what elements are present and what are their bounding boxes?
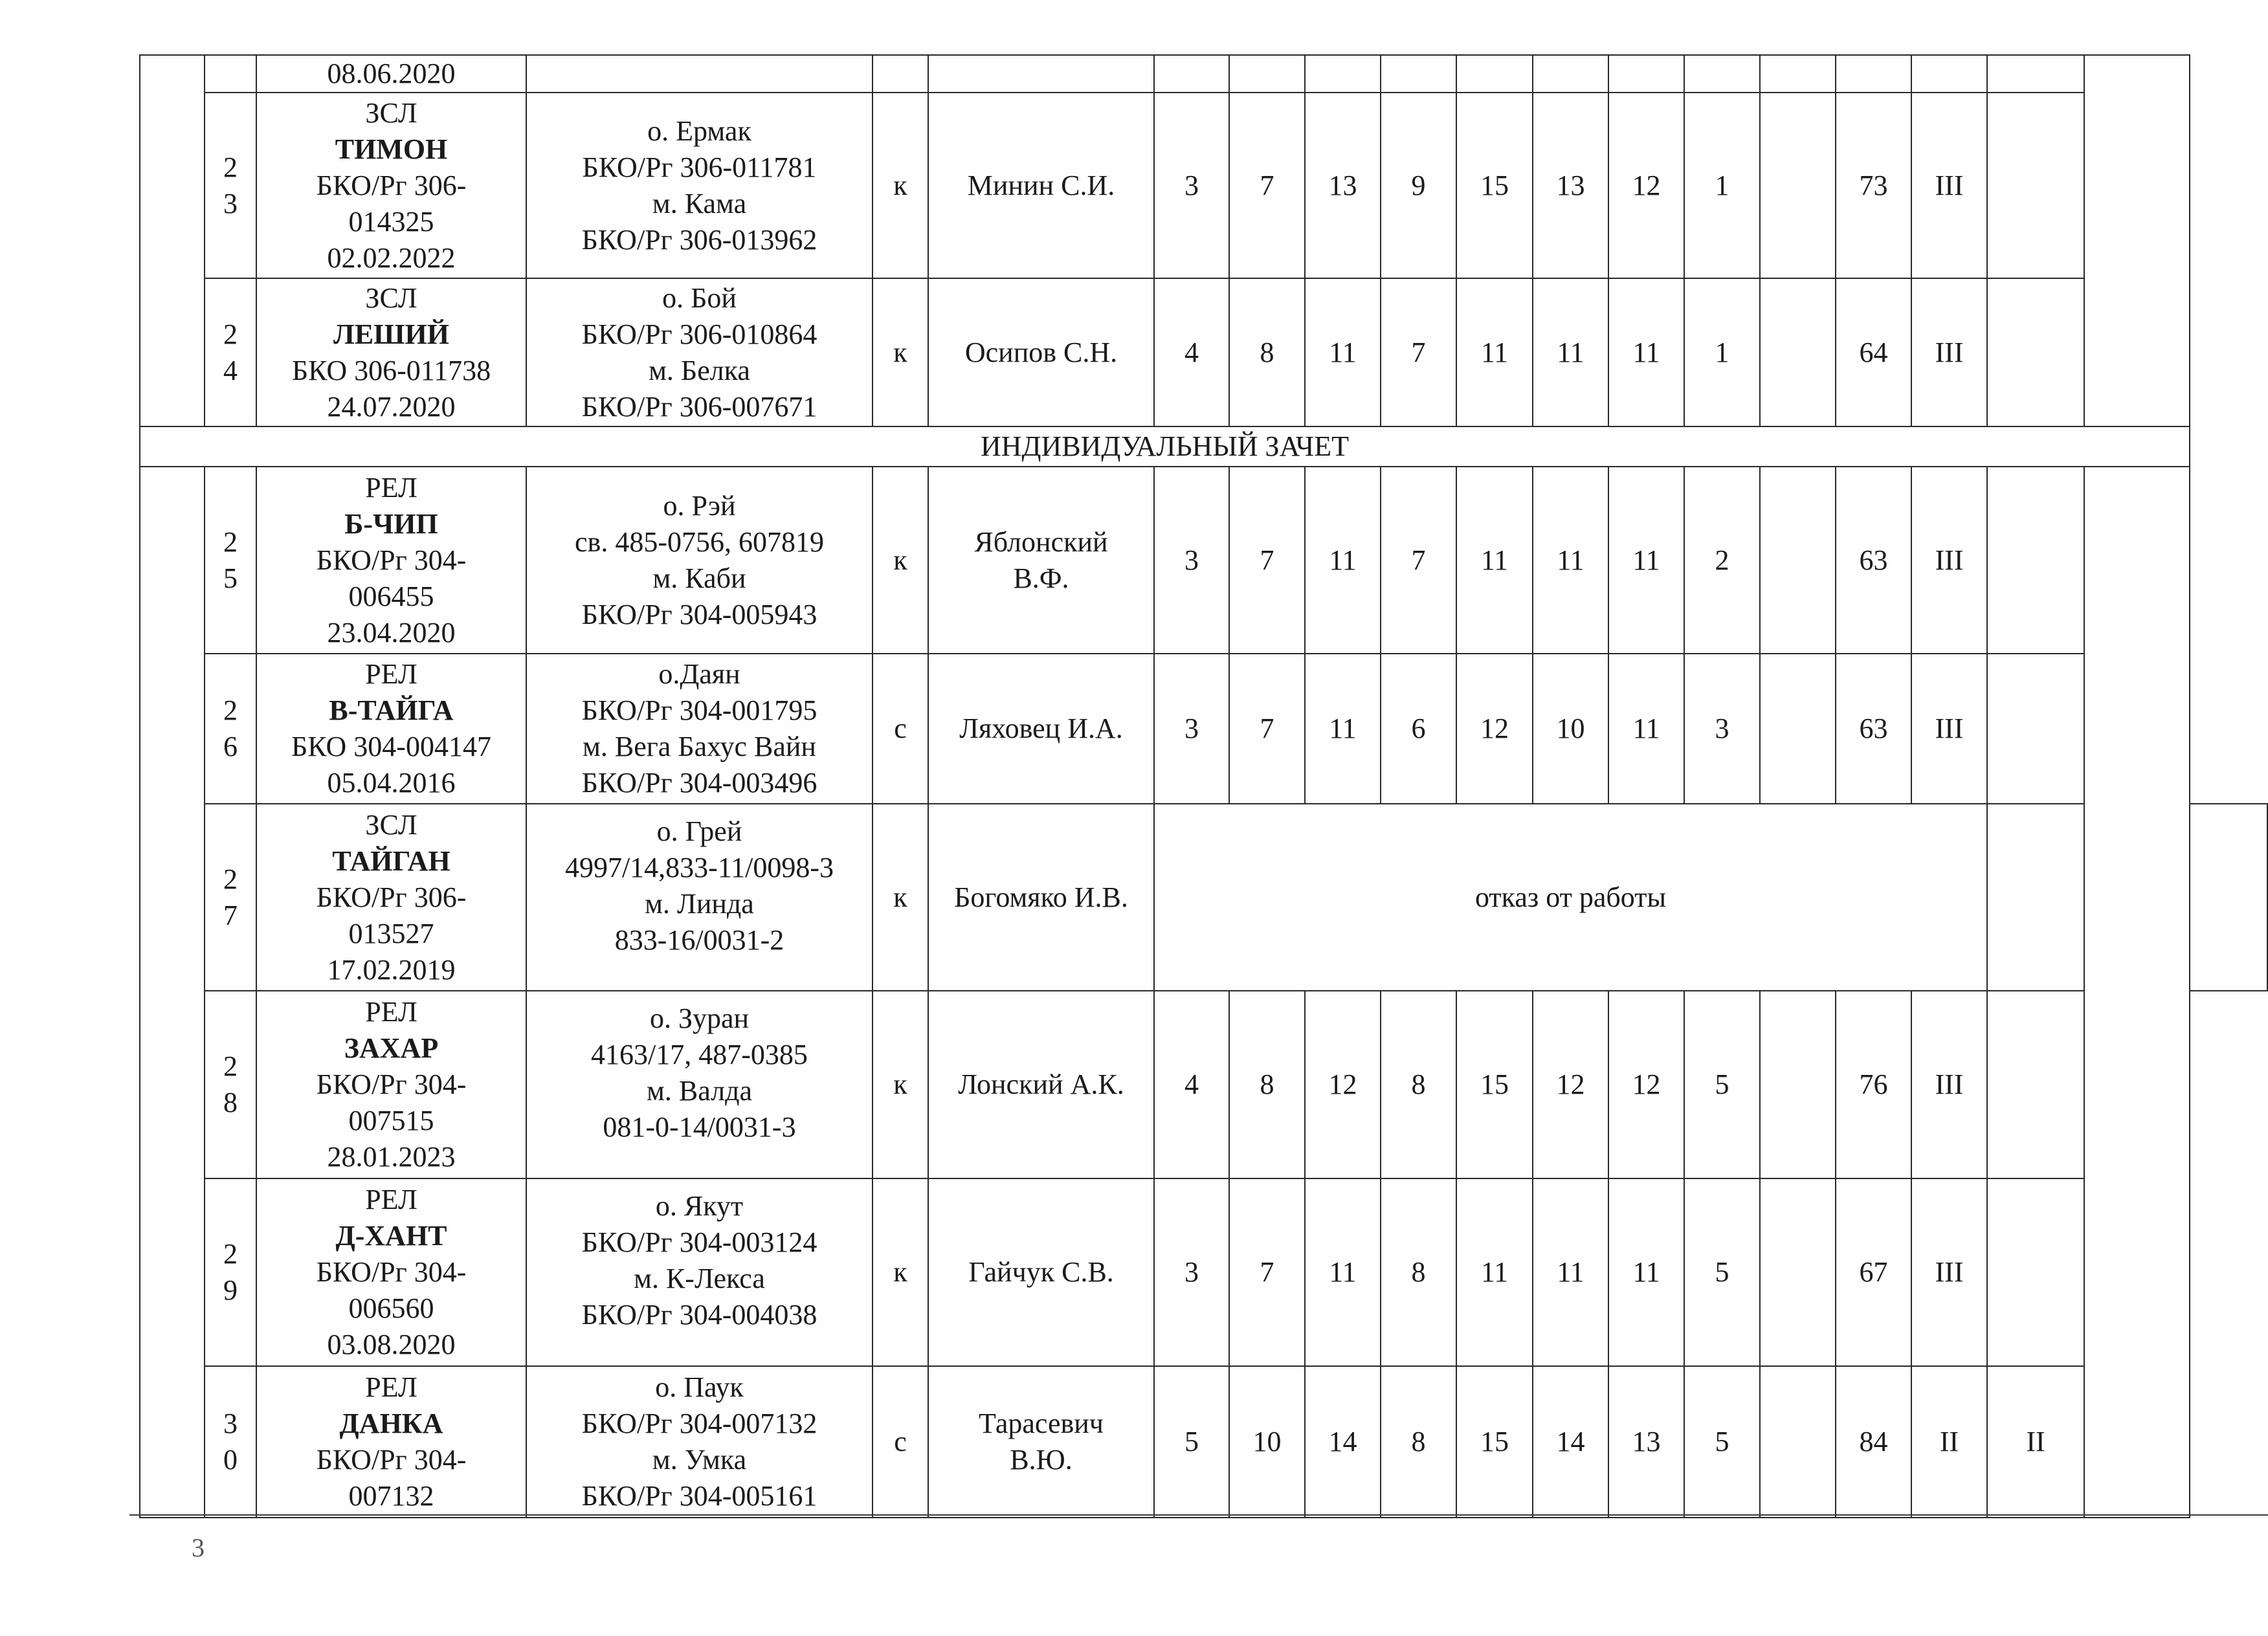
table-row (140, 467, 2267, 654)
class-cell: к (873, 467, 928, 654)
table-row (140, 278, 2267, 426)
score-cell (1760, 278, 1836, 426)
parent-line: м. Вега Бахус Вайн (583, 731, 816, 762)
owner-cell (928, 467, 1154, 654)
table-row-continuation (140, 55, 2267, 93)
class-cell: с (873, 654, 928, 804)
owner-line: Яблонский (974, 525, 1108, 558)
total-cell: 63 (1836, 654, 1911, 804)
results-table (139, 54, 2268, 1518)
score-cell: 5 (1684, 1178, 1760, 1366)
total-cell: 63 (1836, 467, 1911, 654)
parent-line: 4163/17, 487-0385 (591, 1039, 808, 1070)
trailing-cell (2084, 467, 2190, 1518)
parent-line: о. Ермак (647, 115, 751, 147)
number-cell (205, 1178, 256, 1366)
total-cell: 73 (1836, 93, 1911, 278)
parents-cell (526, 467, 873, 654)
score-cell: 7 (1229, 93, 1305, 278)
dog-cell (256, 804, 526, 991)
owner-cell: Осипов С.Н. (928, 278, 1154, 426)
extra-cell (2190, 804, 2267, 991)
table-row (140, 991, 2267, 1178)
number-cell (205, 467, 256, 654)
number-cell (205, 55, 256, 93)
score-cell: 11 (1456, 467, 1533, 654)
dog-name: ЗАХАР (344, 1032, 439, 1064)
diploma-cell (1987, 804, 2084, 991)
diploma-cell: III (1911, 278, 1987, 426)
owner-cell (928, 55, 1154, 93)
number-digit: 3 (223, 187, 238, 219)
table-bottom-rule (129, 1514, 2268, 1516)
score-cell (1608, 55, 1684, 93)
score-cell: 7 (1381, 278, 1456, 426)
parents-cell (526, 654, 873, 804)
score-cell (1760, 93, 1836, 278)
class-cell: к (873, 93, 928, 278)
number-digit: 2 (223, 863, 238, 895)
dog-dob: 17.02.2019 (327, 953, 456, 986)
dog-reg-cont: 013527 (348, 917, 434, 949)
score-cell: 6 (1381, 654, 1456, 804)
number-digit: 3 (223, 1408, 238, 1439)
dog-dob: 08.06.2020 (327, 58, 456, 89)
number-digit: 2 (223, 525, 238, 558)
total-cell: 84 (1836, 1366, 1911, 1518)
score-cell (1760, 1178, 1836, 1366)
dog-name: ТИМОН (335, 133, 448, 165)
parent-line: о. Бой (662, 282, 737, 314)
class-cell: к (873, 1178, 928, 1366)
score-cell: 3 (1154, 654, 1229, 804)
score-cell: 14 (1533, 1366, 1608, 1518)
score-cell: 12 (1608, 991, 1684, 1178)
number-digit: 6 (223, 731, 238, 762)
score-cell: 11 (1533, 467, 1608, 654)
dog-name: Б-ЧИП (344, 507, 438, 540)
group-cell (140, 467, 205, 1518)
extra-cell (1987, 991, 2084, 1178)
score-cell: 8 (1381, 991, 1456, 1178)
score-cell: 11 (1305, 654, 1381, 804)
parents-cell (526, 804, 873, 991)
owner-line: Тарасевич (979, 1408, 1104, 1439)
total-cell (1836, 55, 1911, 93)
score-cell: 10 (1533, 654, 1608, 804)
extra-cell: II (1987, 1366, 2084, 1518)
score-cell: 2 (1684, 467, 1760, 654)
diploma-cell (1911, 55, 1987, 93)
score-cell: 12 (1533, 991, 1608, 1178)
owner-cell (928, 804, 1154, 991)
score-cell (1533, 55, 1608, 93)
dog-dob: 24.07.2020 (327, 390, 456, 423)
score-cell: 3 (1154, 93, 1229, 278)
trailing-cell (2084, 55, 2190, 426)
table-row (140, 93, 2267, 278)
class-cell: к (873, 804, 928, 991)
table-row (140, 1178, 2267, 1366)
dog-reg-cont: 007515 (348, 1105, 434, 1136)
parents-cell (526, 55, 873, 93)
number-cell (205, 991, 256, 1178)
owner-line: Ляховец И.А. (959, 713, 1123, 744)
dog-breed: ЗСЛ (365, 96, 417, 129)
dog-dob: 28.01.2023 (327, 1141, 456, 1173)
dog-dob: 23.04.2020 (327, 616, 456, 648)
score-cell: 11 (1456, 278, 1533, 426)
dog-breed: РЕЛ (365, 996, 417, 1028)
number-cell (205, 1366, 256, 1518)
extra-cell (1987, 654, 2084, 804)
score-cell: 11 (1608, 654, 1684, 804)
parents-cell (526, 1366, 873, 1518)
parent-line: БКО/Рг 304-003496 (581, 767, 817, 799)
dog-name: В-ТАЙГА (329, 694, 454, 726)
number-digit: 8 (223, 1087, 238, 1118)
number-digit: 2 (223, 151, 238, 183)
number-digit: 7 (223, 899, 238, 931)
dog-breed: РЕЛ (365, 1371, 417, 1403)
parent-line: БКО/Рг 306-011781 (582, 151, 817, 183)
dog-cell (256, 278, 526, 426)
dog-breed: РЕЛ (365, 1184, 417, 1215)
extra-cell (1987, 55, 2084, 93)
dog-cell (256, 991, 526, 1178)
class-cell: с (873, 1366, 928, 1518)
dog-reg: БКО/Рг 304- (316, 1444, 467, 1476)
score-cell: 10 (1229, 1366, 1305, 1518)
score-cell: 11 (1608, 278, 1684, 426)
refusal-note: отказ от работы (1154, 804, 1987, 991)
parent-line: БКО/Рг 304-001795 (581, 694, 817, 726)
dog-reg: БКО/Рг 304- (316, 1256, 467, 1288)
owner-cell (928, 1366, 1154, 1518)
dog-reg: БКО 304-004147 (291, 731, 491, 762)
dog-cell (256, 654, 526, 804)
score-cell: 14 (1305, 1366, 1381, 1518)
score-cell: 4 (1154, 991, 1229, 1178)
dog-breed: РЕЛ (365, 471, 417, 503)
parent-line: м. К-Лекса (634, 1263, 765, 1294)
score-cell: 11 (1533, 278, 1608, 426)
number-digit: 4 (223, 354, 238, 386)
score-cell: 15 (1456, 991, 1533, 1178)
score-cell: 7 (1381, 467, 1456, 654)
score-cell: 11 (1305, 1178, 1381, 1366)
class-cell: к (873, 278, 928, 426)
score-cell: 15 (1456, 93, 1533, 278)
dog-reg: БКО/Рг 306- (316, 881, 467, 913)
score-cell: 8 (1381, 1366, 1456, 1518)
score-cell: 9 (1381, 93, 1456, 278)
total-cell: 64 (1836, 278, 1911, 426)
parent-line: о. Грей (656, 815, 742, 847)
dog-cell (256, 467, 526, 654)
score-cell: 12 (1456, 654, 1533, 804)
score-cell: 4 (1154, 278, 1229, 426)
parent-line: 833-16/0031-2 (614, 924, 784, 956)
score-cell: 11 (1305, 278, 1381, 426)
dog-reg-cont: 014325 (348, 205, 434, 238)
diploma-cell: II (1911, 1366, 1987, 1518)
number-cell (205, 804, 256, 991)
dog-name: Д-ХАНТ (335, 1220, 447, 1252)
parent-line: о. Паук (655, 1371, 744, 1403)
parent-line: БКО/Рг 304-005943 (581, 598, 817, 630)
parent-line: БКО/Рг 304-007132 (581, 1408, 817, 1439)
owner-line: Лонский А.К. (958, 1068, 1124, 1100)
score-cell (1456, 55, 1533, 93)
score-cell: 5 (1684, 1366, 1760, 1518)
parents-cell (526, 93, 873, 278)
score-cell: 15 (1456, 1366, 1533, 1518)
number-cell (205, 654, 256, 804)
score-cell (1760, 1366, 1836, 1518)
dog-reg: БКО/Рг 306- (316, 169, 467, 201)
dog-cell (256, 55, 526, 93)
extra-cell (1987, 1178, 2084, 1366)
owner-cell (928, 991, 1154, 1178)
dog-name: ТАЙГАН (332, 845, 450, 877)
owner-cell (928, 654, 1154, 804)
page-mark: 3 (192, 1533, 205, 1562)
parent-line: м. Каби (652, 562, 746, 594)
number-digit: 2 (223, 1050, 238, 1082)
score-cell (1684, 55, 1760, 93)
parent-line: о. Рэй (663, 489, 736, 522)
dog-reg: БКО 306-011738 (291, 354, 491, 386)
parent-line: 081-0-14/0031-3 (603, 1111, 796, 1143)
number-cell (205, 93, 256, 278)
score-cell (1154, 55, 1229, 93)
diploma-cell: III (1911, 93, 1987, 278)
score-cell: 1 (1684, 278, 1760, 426)
score-cell: 3 (1154, 467, 1229, 654)
score-cell: 3 (1684, 654, 1760, 804)
parent-line: м. Умка (652, 1444, 747, 1476)
owner-cell (928, 1178, 1154, 1366)
dog-reg-cont: 006560 (348, 1292, 434, 1324)
score-cell (1760, 991, 1836, 1178)
diploma-cell: III (1911, 991, 1987, 1178)
parent-line: БКО/Рг 306-013962 (581, 223, 817, 256)
owner-line: Гайчук С.В. (968, 1256, 1114, 1288)
dog-reg: БКО/Рг 304- (316, 1068, 467, 1100)
diploma-cell: III (1911, 1178, 1987, 1366)
total-cell: 67 (1836, 1178, 1911, 1366)
dog-reg: БКО/Рг 304- (316, 544, 467, 576)
score-cell: 11 (1533, 1178, 1608, 1366)
score-cell: 8 (1381, 1178, 1456, 1366)
score-cell: 11 (1305, 467, 1381, 654)
table-row (140, 1366, 2267, 1518)
diploma-cell: III (1911, 654, 1987, 804)
score-cell: 13 (1305, 93, 1381, 278)
dog-name: ЛЕШИЙ (333, 318, 449, 350)
table-row (140, 654, 2267, 804)
dog-reg-cont: 007132 (348, 1480, 434, 1512)
number-digit: 2 (223, 318, 238, 350)
table-row (140, 804, 2267, 991)
parents-cell (526, 1178, 873, 1366)
section-row (140, 426, 2267, 467)
score-cell: 7 (1229, 654, 1305, 804)
score-cell (1229, 55, 1305, 93)
score-cell (1381, 55, 1456, 93)
score-cell: 11 (1608, 1178, 1684, 1366)
score-cell: 11 (1456, 1178, 1533, 1366)
section-title: ИНДИВИДУАЛЬНЫЙ ЗАЧЕТ (140, 426, 2190, 467)
owner-line: Богомяко И.В. (954, 881, 1128, 913)
score-cell: 1 (1684, 93, 1760, 278)
parent-line: БКО/Рг 304-005161 (581, 1480, 817, 1512)
score-cell: 5 (1154, 1366, 1229, 1518)
number-digit: 9 (223, 1274, 238, 1306)
score-cell: 13 (1608, 1366, 1684, 1518)
score-cell: 8 (1229, 278, 1305, 426)
dog-breed: ЗСЛ (365, 808, 417, 841)
score-cell: 5 (1684, 991, 1760, 1178)
parent-line: о. Зуран (649, 1002, 750, 1034)
number-digit: 2 (223, 1238, 238, 1270)
parent-line: св. 485-0756, 607819 (575, 525, 824, 558)
score-cell: 13 (1533, 93, 1608, 278)
parent-line: 4997/14,833-11/0098-3 (564, 852, 834, 883)
score-cell (1305, 55, 1381, 93)
parent-line: о. Якут (655, 1190, 744, 1222)
dog-breed: ЗСЛ (365, 282, 417, 314)
dog-cell (256, 93, 526, 278)
dog-cell (256, 1178, 526, 1366)
dog-dob: 03.08.2020 (327, 1329, 456, 1360)
dog-breed: РЕЛ (365, 658, 417, 690)
owner-line: В.Ю. (1010, 1444, 1073, 1476)
score-cell: 7 (1229, 467, 1305, 654)
group-cell (140, 55, 205, 426)
parent-line: м. Линда (645, 888, 754, 920)
score-cell: 7 (1229, 1178, 1305, 1366)
score-cell: 12 (1608, 93, 1684, 278)
score-cell: 12 (1305, 991, 1381, 1178)
score-cell (1760, 55, 1836, 93)
score-cell: 8 (1229, 991, 1305, 1178)
parent-line: БКО/Рг 306-007671 (581, 390, 817, 423)
total-cell: 76 (1836, 991, 1911, 1178)
owner-line: В.Ф. (1013, 562, 1069, 594)
dog-dob: 05.04.2016 (327, 767, 456, 799)
extra-cell (1987, 467, 2084, 654)
dog-name: ДАНКА (339, 1408, 443, 1439)
score-cell: 3 (1154, 1178, 1229, 1366)
parent-line: БКО/Рг 304-004038 (581, 1299, 817, 1331)
number-digit: 2 (223, 694, 238, 726)
class-cell: к (873, 991, 928, 1178)
dog-cell (256, 1366, 526, 1518)
dog-reg-cont: 006455 (348, 580, 434, 612)
parents-cell (526, 991, 873, 1178)
number-digit: 0 (223, 1444, 238, 1476)
parent-line: м. Белка (649, 354, 750, 386)
extra-cell (1987, 278, 2084, 426)
parent-line: БКО/Рг 306-010864 (581, 318, 817, 350)
owner-cell: Минин С.И. (928, 93, 1154, 278)
number-cell (205, 278, 256, 426)
parent-line: м. Кама (652, 187, 747, 219)
parents-cell (526, 278, 873, 426)
number-digit: 5 (223, 562, 238, 594)
score-cell (1760, 467, 1836, 654)
class-cell (873, 55, 928, 93)
score-cell (1760, 654, 1836, 804)
extra-cell (1987, 93, 2084, 278)
parent-line: о.Даян (658, 658, 740, 690)
dog-dob: 02.02.2022 (327, 241, 456, 274)
score-cell: 11 (1608, 467, 1684, 654)
parent-line: БКО/Рг 304-003124 (581, 1226, 817, 1258)
parent-line: м. Валда (647, 1075, 752, 1107)
diploma-cell: III (1911, 467, 1987, 654)
